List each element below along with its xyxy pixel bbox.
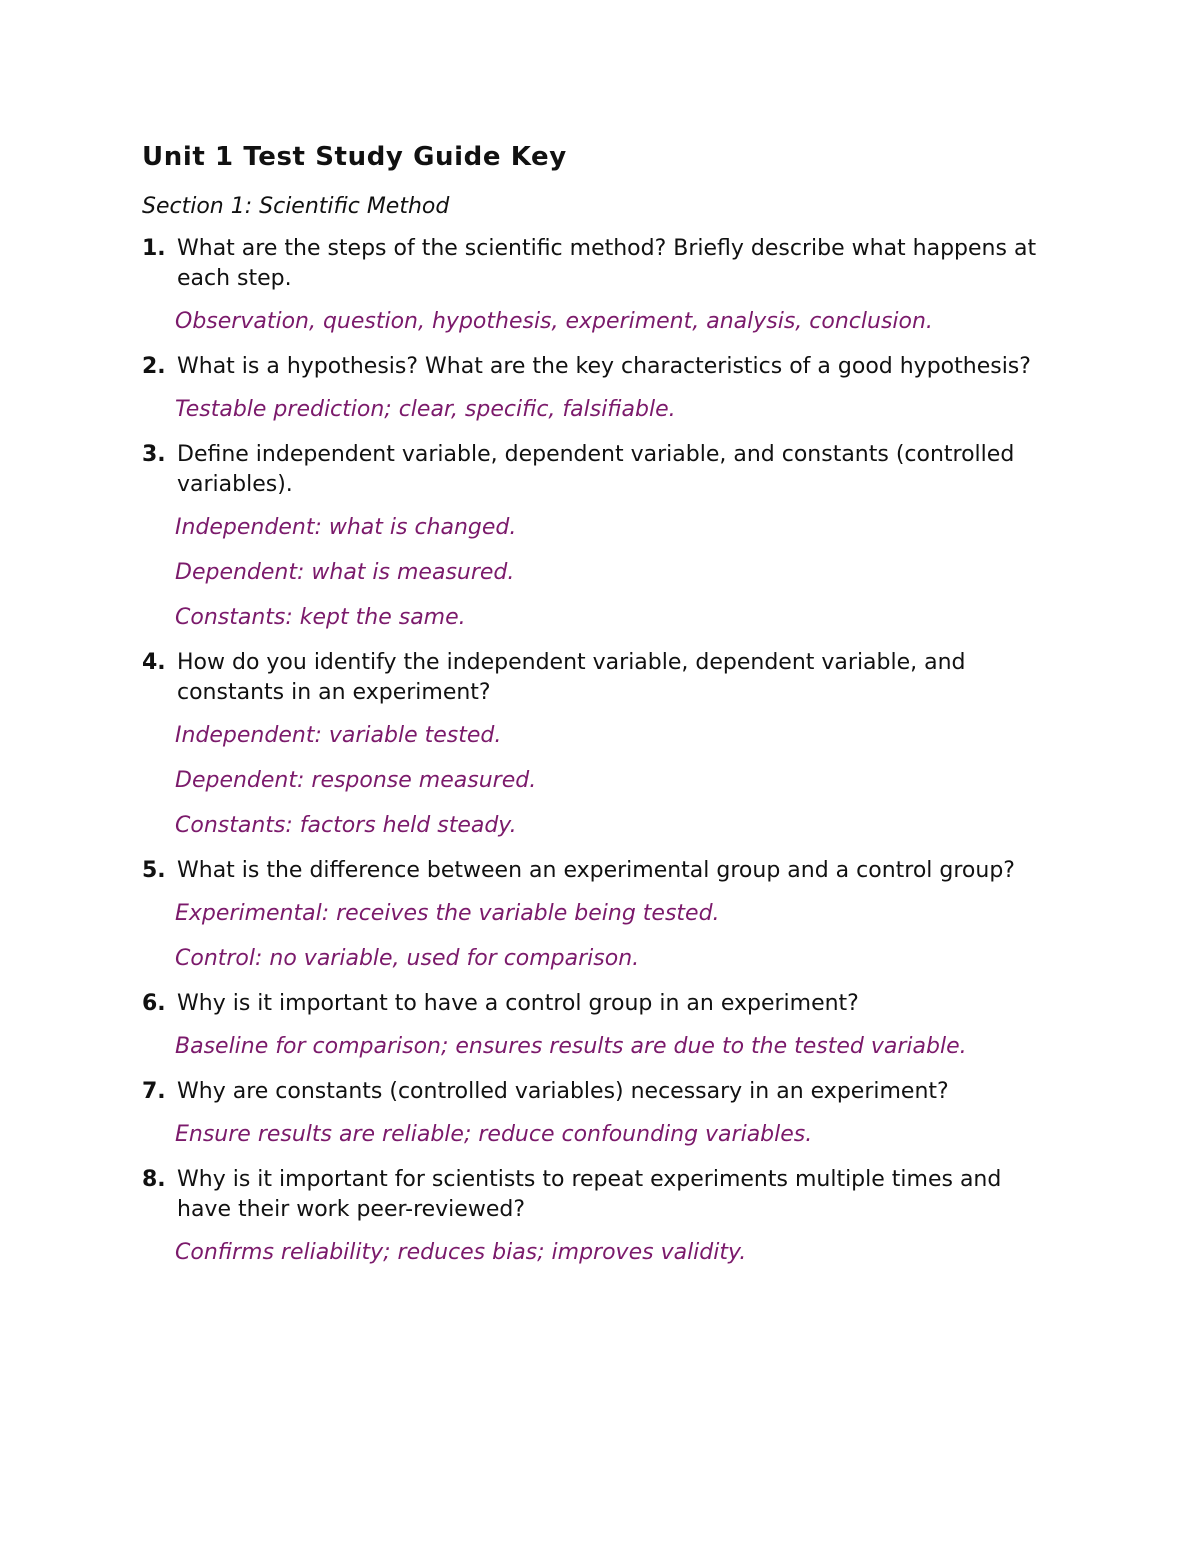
question-number: 6. (142, 991, 166, 1016)
answer-text: Experimental: receives the variable being tested. (175, 901, 720, 926)
question-number: 1. (142, 236, 166, 261)
answer-text: Observation, question, hypothesis, experiment, analysis, conclusion. (175, 309, 933, 334)
question-text: How do you identify the independent variable, dependent variable, and constants in an experiment? (177, 650, 966, 705)
answer-text: Control: no variable, used for comparison. (175, 946, 640, 971)
answer-text: Dependent: response measured. (175, 768, 537, 793)
question-number: 5. (142, 858, 166, 883)
section-heading: Section 1: Scientific Method (142, 194, 450, 219)
question-text: Why is it important for scientists to repeat experiments multiple times and have their work peer-reviewed? (177, 1167, 1002, 1222)
question-text: What is a hypothesis? What are the key characteristics of a good hypothesis? (177, 354, 1031, 379)
answer-text: Testable prediction; clear, specific, falsifiable. (175, 397, 676, 422)
question-item (142, 352, 1042, 382)
question-item (142, 440, 1042, 500)
answer-text: Constants: factors held steady. (175, 813, 517, 838)
answer-text: Ensure results are reliable; reduce confounding variables. (175, 1122, 813, 1147)
answer-text: Dependent: what is measured. (175, 560, 515, 585)
question-number: 8. (142, 1167, 166, 1192)
question-item (142, 1077, 1042, 1107)
question-text: Define independent variable, dependent variable, and constants (controlled variables). (177, 442, 1015, 497)
question-item (142, 648, 1042, 708)
answer-text: Independent: variable tested. (175, 723, 502, 748)
document-title: Unit 1 Test Study Guide Key (142, 142, 567, 172)
document-page (142, 140, 1042, 1283)
question-list (142, 234, 1042, 1268)
answer-text: Constants: kept the same. (175, 605, 466, 630)
answer-text: Confirms reliability; reduces bias; improves validity. (175, 1240, 747, 1265)
question-number: 7. (142, 1079, 166, 1104)
question-number: 4. (142, 650, 166, 675)
question-number: 3. (142, 442, 166, 467)
answer-text: Baseline for comparison; ensures results are due to the tested variable. (175, 1034, 967, 1059)
answer-text: Independent: what is changed. (175, 515, 517, 540)
question-text: What is the difference between an experimental group and a control group? (177, 858, 1015, 883)
question-item (142, 856, 1042, 886)
question-text: What are the steps of the scientific method? Briefly describe what happens at each step. (177, 236, 1037, 291)
question-text: Why is it important to have a control group in an experiment? (177, 991, 859, 1016)
question-item (142, 1165, 1042, 1225)
question-number: 2. (142, 354, 166, 379)
question-item (142, 989, 1042, 1019)
question-item (142, 234, 1042, 294)
question-text: Why are constants (controlled variables) necessary in an experiment? (177, 1079, 949, 1104)
